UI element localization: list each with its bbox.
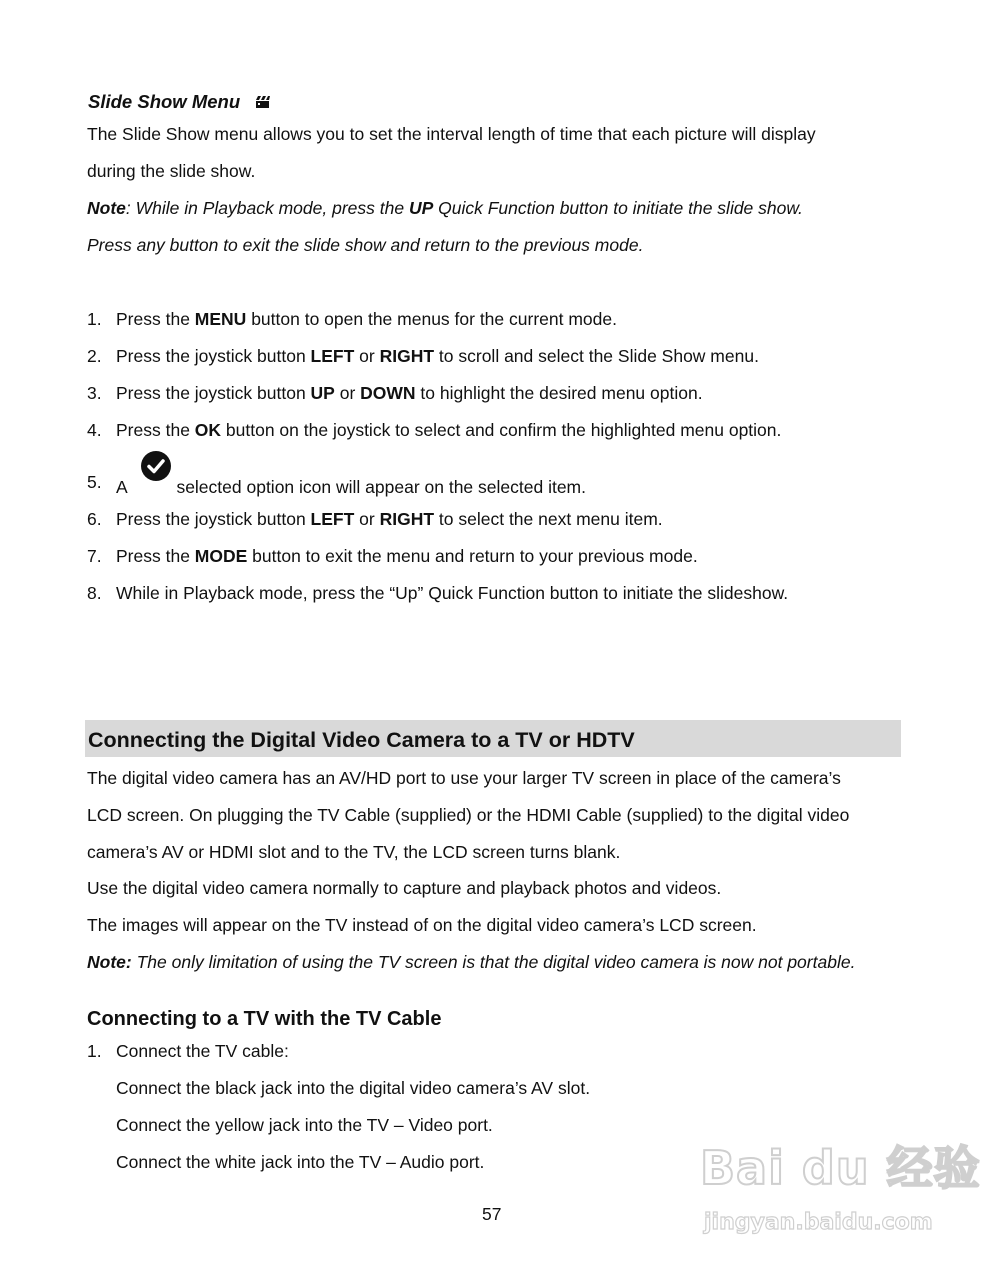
tv-paragraph-line2: LCD screen. On plugging the TV Cable (supplied) or the HDMI Cable (supplied) to the digital video — [87, 805, 850, 825]
baidu-watermark — [700, 1132, 981, 1242]
step-number: 5. — [87, 472, 102, 492]
clapperboard-icon — [255, 92, 271, 114]
note-text-1: : While in Playback mode, press the — [125, 198, 409, 218]
slide-show-intro-line2: during the slide show. — [87, 161, 256, 181]
slide-show-note-line2: Press any button to exit the slide show and return to the previous mode. — [87, 235, 644, 255]
watermark-main: Bai du 经验 — [700, 1141, 981, 1195]
step-text: Connect the TV cable: — [116, 1041, 289, 1061]
check-circle-icon — [132, 471, 172, 493]
tv-note-label: Note: — [87, 952, 132, 972]
watermark-sub: jingyan.baidu.com — [704, 1210, 933, 1235]
note-label: Note — [87, 198, 126, 218]
slide-show-heading-text: Slide Show Menu — [88, 91, 241, 112]
note-up: UP — [408, 198, 434, 218]
step-text: A selected option icon will appear on the selected item. — [116, 471, 586, 498]
tv-cable-sub1: Connect the black jack into the digital video camera’s AV slot. — [116, 1078, 591, 1098]
tv-cable-sub2: Connect the yellow jack into the TV – Video port. — [116, 1115, 493, 1135]
tv-paragraph-line3: camera’s AV or HDMI slot and to the TV, the LCD screen turns blank. — [87, 842, 621, 862]
tv-paragraph-3: The images will appear on the TV instead of on the digital video camera’s LCD screen. — [87, 915, 757, 935]
slide-show-heading — [88, 91, 271, 114]
tv-cable-sub3: Connect the white jack into the TV – Audio port. — [116, 1152, 485, 1172]
step-number: 1. — [87, 1041, 102, 1061]
step-text: Press the joystick button LEFT or RIGHT to select the next menu item. — [116, 509, 663, 529]
step-number: 3. — [87, 383, 102, 403]
step-text: Press the joystick button UP or DOWN to highlight the desired menu option. — [116, 383, 703, 403]
step-text: Press the OK button on the joystick to select and confirm the highlighted menu option. — [116, 420, 782, 440]
step-number: 2. — [87, 346, 102, 366]
step-number: 4. — [87, 420, 102, 440]
step-text: Press the joystick button LEFT or RIGHT to scroll and select the Slide Show menu. — [116, 346, 759, 366]
slide-show-note — [87, 197, 803, 219]
section-heading: Connecting the Digital Video Camera to a TV or HDTV — [88, 728, 635, 752]
step-number: 8. — [87, 583, 102, 603]
tv-note-text: The only limitation of using the TV screen is that the digital video camera is now not portable. — [131, 952, 856, 972]
step-number: 1. — [87, 309, 102, 329]
tv-paragraph-2: Use the digital video camera normally to capture and playback photos and videos. — [87, 878, 722, 898]
step-text: Press the MENU button to open the menus for the current mode. — [116, 309, 617, 329]
tv-cable-heading: Connecting to a TV with the TV Cable — [87, 1008, 442, 1030]
note-text-2: Quick Function button to initiate the slide show. — [433, 198, 803, 218]
step-number: 7. — [87, 546, 102, 566]
tv-paragraph-line1: The digital video camera has an AV/HD port to use your larger TV screen in place of the camera’s — [87, 768, 841, 788]
tv-note — [87, 951, 855, 973]
slide-show-intro-line1: The Slide Show menu allows you to set the interval length of time that each picture will display — [87, 124, 816, 144]
step-text: While in Playback mode, press the “Up” Quick Function button to initiate the slideshow. — [116, 583, 789, 603]
step-text: Press the MODE button to exit the menu and return to your previous mode. — [116, 546, 698, 566]
step-number: 6. — [87, 509, 102, 529]
page-number: 57 — [482, 1204, 502, 1224]
